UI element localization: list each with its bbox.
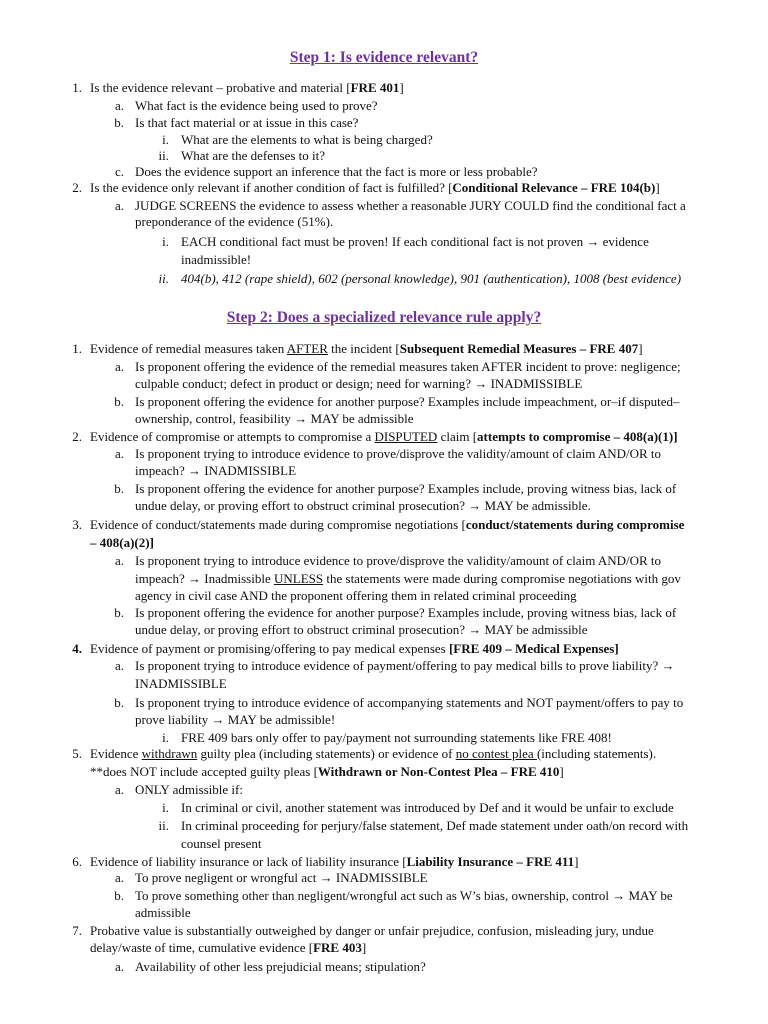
line-text (135, 904, 191, 922)
text-run: What are the defenses to it? (181, 148, 326, 163)
bold-text: attempts to compromise – 408(a)(1)] (477, 429, 678, 444)
text-run: Is proponent trying to introduce evidence of payment/offering to pay medical bills to prove liability? → (135, 658, 675, 673)
list-marker: i. (162, 800, 169, 815)
text-run: 404(b), 412 (rape shield), 602 (personal knowledge), 901 (authentication), 1008 (best evidence) (181, 271, 682, 286)
list-marker: b. (114, 115, 124, 130)
text-run: To prove something other than negligent/wrongful act such as W’s bias, ownership, control → MAY be (135, 888, 673, 903)
list-marker: a. (114, 959, 124, 974)
text-run: Does the evidence support an inference that the fact is more or less probable? (135, 164, 538, 179)
line-text (181, 131, 433, 149)
text-run: Evidence of liability insurance or lack of liability insurance [ (90, 854, 407, 869)
text-run: ownership, control, feasibility → MAY be admissible (135, 411, 414, 426)
text-run: ] (361, 940, 367, 955)
text-run: Evidence of conduct/statements made during compromise negotiations [ (90, 517, 466, 532)
text-run: prove liability → MAY be admissible! (135, 712, 336, 727)
line-text (90, 516, 684, 534)
text-run: delay/waste of time, cumulative evidence [ (90, 940, 314, 955)
underlined-text: withdrawn (141, 746, 198, 761)
line-text (181, 817, 688, 835)
list-marker: b. (114, 481, 124, 496)
line-text (135, 197, 686, 215)
list-marker: i. (162, 730, 169, 745)
bold-text: FRE 401 (350, 80, 400, 95)
text-run: EACH conditional fact must be proven! If each conditional fact is not proven → evidence (181, 234, 649, 249)
line-text (135, 375, 582, 393)
text-run: What fact is the evidence being used to prove? (135, 98, 378, 113)
line-text (135, 781, 243, 799)
text-run: admissible (135, 905, 191, 920)
text-run: **does NOT include accepted guilty pleas [ (90, 764, 318, 779)
text-run: claim [ (437, 429, 478, 444)
line-text (90, 939, 366, 957)
list-marker: a. (114, 870, 124, 885)
bold-text: Withdrawn or Non-Contest Plea – FRE 410 (317, 764, 560, 779)
text-run: Is proponent trying to introduce evidence of accompanying statements and NOT payment/offers to pay to (135, 695, 684, 710)
line-text (181, 835, 262, 853)
line-text (90, 853, 579, 871)
text-run: JUDGE SCREENS the evidence to assess whether a reasonable JURY COULD find the conditional fact a (135, 198, 686, 213)
list-marker: 3. (72, 517, 82, 532)
line-text (90, 340, 643, 358)
list-marker: 2. (72, 180, 82, 195)
line-text (135, 497, 591, 515)
line-text (90, 745, 656, 763)
list-marker: i. (162, 132, 169, 147)
line-text (90, 922, 654, 940)
text-run: Is that fact material or at issue in this case? (135, 115, 359, 130)
text-run: impeach? → Inadmissible (135, 571, 274, 586)
list-marker: b. (114, 394, 124, 409)
list-marker: 1. (72, 80, 82, 95)
list-marker: ii. (158, 818, 169, 833)
line-text (181, 233, 649, 251)
text-run: Is the evidence relevant – probative and material [ (90, 80, 351, 95)
underlined-text: DISPUTED (374, 429, 438, 444)
line-text (135, 462, 296, 480)
text-run: Is proponent offering the evidence for another purpose? Examples include, proving witness bias, lack of (135, 481, 677, 496)
line-text (181, 729, 612, 747)
text-run: Is proponent offering the evidence for another purpose? Examples include, proving witness bias, lack of (135, 605, 677, 620)
text-run: Evidence (90, 746, 142, 761)
list-marker: 6. (72, 854, 82, 869)
list-marker: 7. (72, 923, 82, 938)
text-run: In criminal or civil, another statement was introduced by Def and it would be unfair to exclude (181, 800, 674, 815)
list-marker: ii. (158, 148, 169, 163)
bold-text: conduct/statements during compromise (465, 517, 685, 532)
line-text (135, 675, 227, 693)
line-text (135, 570, 681, 588)
text-run: ] (559, 764, 564, 779)
section-heading: Step 2: Does a specialized relevance rule apply? (226, 309, 542, 326)
list-marker: b. (114, 695, 124, 710)
list-marker: a. (114, 553, 124, 568)
list-marker: ii. (158, 271, 169, 286)
line-text (135, 393, 680, 411)
text-run: the incident [ (327, 341, 400, 356)
line-text (135, 552, 661, 570)
list-marker: a. (114, 198, 124, 213)
line-text (135, 445, 661, 463)
line-text (90, 534, 154, 552)
text-run: counsel present (181, 836, 262, 851)
text-run: FRE 409 bars only offer to pay/payment not surrounding statements like FRE 408! (181, 730, 612, 745)
text-run: impeach? → INADMISSIBLE (135, 463, 297, 478)
text-run: Evidence of remedial measures taken (90, 341, 287, 356)
text-run: agency in civil case AND the proponent offering them in related criminal proceeding (135, 588, 577, 603)
list-marker: 1. (72, 341, 82, 356)
text-run: Probative value is substantially outweighed by danger or unfair prejudice, confusion, misleading jury, undue (90, 923, 654, 938)
list-marker: i. (162, 234, 169, 249)
line-text (135, 587, 577, 605)
text-run: preponderance of the evidence (51%). (135, 214, 334, 229)
bold-text: Conditional Relevance – FRE 104(b) (452, 180, 656, 195)
list-marker: a. (114, 98, 124, 113)
text-run: What are the elements to what is being charged? (181, 132, 433, 147)
text-run: (including statements). (536, 746, 657, 761)
text-run: ] (399, 80, 404, 95)
text-run: ] (638, 341, 643, 356)
line-text (135, 358, 681, 376)
line-text (135, 97, 378, 115)
line-text (181, 251, 251, 269)
text-run: inadmissible! (181, 252, 252, 267)
list-marker: a. (114, 782, 124, 797)
list-marker: 4. (72, 641, 82, 656)
line-text (135, 869, 428, 887)
bold-text: Subsequent Remedial Measures – FRE 407 (399, 341, 639, 356)
underlined-text: no contest plea (455, 746, 537, 761)
line-text (181, 147, 325, 165)
underlined-text: AFTER (286, 341, 328, 356)
text-run: ] (574, 854, 579, 869)
line-text (90, 763, 564, 781)
text-run: INADMISSIBLE (135, 676, 227, 691)
line-text (135, 958, 426, 976)
bold-text: FRE 403 (313, 940, 362, 955)
text-run: culpable conduct; defect in product or design; need for warning? → INADMISSIBLE (135, 376, 583, 391)
line-text (135, 621, 588, 639)
line-text (90, 428, 678, 446)
text-run: Is the evidence only relevant if another condition of fact is fulfilled? [ (90, 180, 453, 195)
text-run: Is proponent trying to introduce evidence to prove/disprove the validity/amount of claim AND/OR to (135, 553, 662, 568)
bold-text: – 408(a)(2)] (90, 535, 154, 550)
text-run: To prove negligent or wrongful act → INADMISSIBLE (135, 870, 428, 885)
line-text (135, 163, 537, 181)
line-text (90, 79, 404, 97)
text-run: Is proponent trying to introduce evidence to prove/disprove the validity/amount of claim AND/OR to (135, 446, 662, 461)
text-run: In criminal proceeding for perjury/false statement, Def made statement under oath/on record with (181, 818, 689, 833)
text-run: Is proponent offering the evidence for another purpose? Examples include impeachment, or–if disputed– (135, 394, 680, 409)
list-marker: a. (114, 658, 124, 673)
list-marker: c. (114, 164, 124, 179)
line-text (135, 887, 673, 905)
text-run: the statements were made during compromise negotiations with gov (323, 571, 681, 586)
line-text (135, 711, 335, 729)
text-run: undue delay, or proving effort to obstruct criminal prosecution? → MAY be admissible. (135, 498, 591, 513)
line-text (181, 270, 681, 288)
text-run: guilty plea (including statements) or evidence of (197, 746, 456, 761)
text-run: Evidence of payment or promising/offering to pay medical expenses (90, 641, 449, 656)
line-text (135, 114, 358, 132)
line-text (135, 604, 676, 622)
line-text (135, 657, 674, 675)
line-text (135, 213, 333, 231)
list-marker: b. (114, 888, 124, 903)
line-text (135, 410, 414, 428)
text-run: undue delay, or proving effort to obstruct criminal prosecution? → MAY be admissible (135, 622, 588, 637)
text-run: Evidence of compromise or attempts to compromise a (90, 429, 375, 444)
list-marker: 2. (72, 429, 82, 444)
list-marker: a. (114, 359, 124, 374)
underlined-text: UNLESS (274, 571, 324, 586)
line-text (90, 640, 619, 658)
list-marker: b. (114, 605, 124, 620)
text-run: Availability of other less prejudicial means; stipulation? (135, 959, 426, 974)
line-text (181, 799, 674, 817)
list-marker: 5. (72, 746, 82, 761)
text-run: ONLY admissible if: (135, 782, 243, 797)
text-run: Is proponent offering the evidence of the remedial measures taken AFTER incident to prove: negligence; (135, 359, 681, 374)
list-marker: a. (114, 446, 124, 461)
bold-text: [FRE 409 – Medical Expenses] (448, 641, 619, 656)
line-text (135, 480, 676, 498)
line-text (135, 694, 683, 712)
line-text (90, 179, 660, 197)
text-run: ] (655, 180, 660, 195)
bold-text: Liability Insurance – FRE 411 (406, 854, 575, 869)
section-heading: Step 1: Is evidence relevant? (289, 49, 479, 66)
